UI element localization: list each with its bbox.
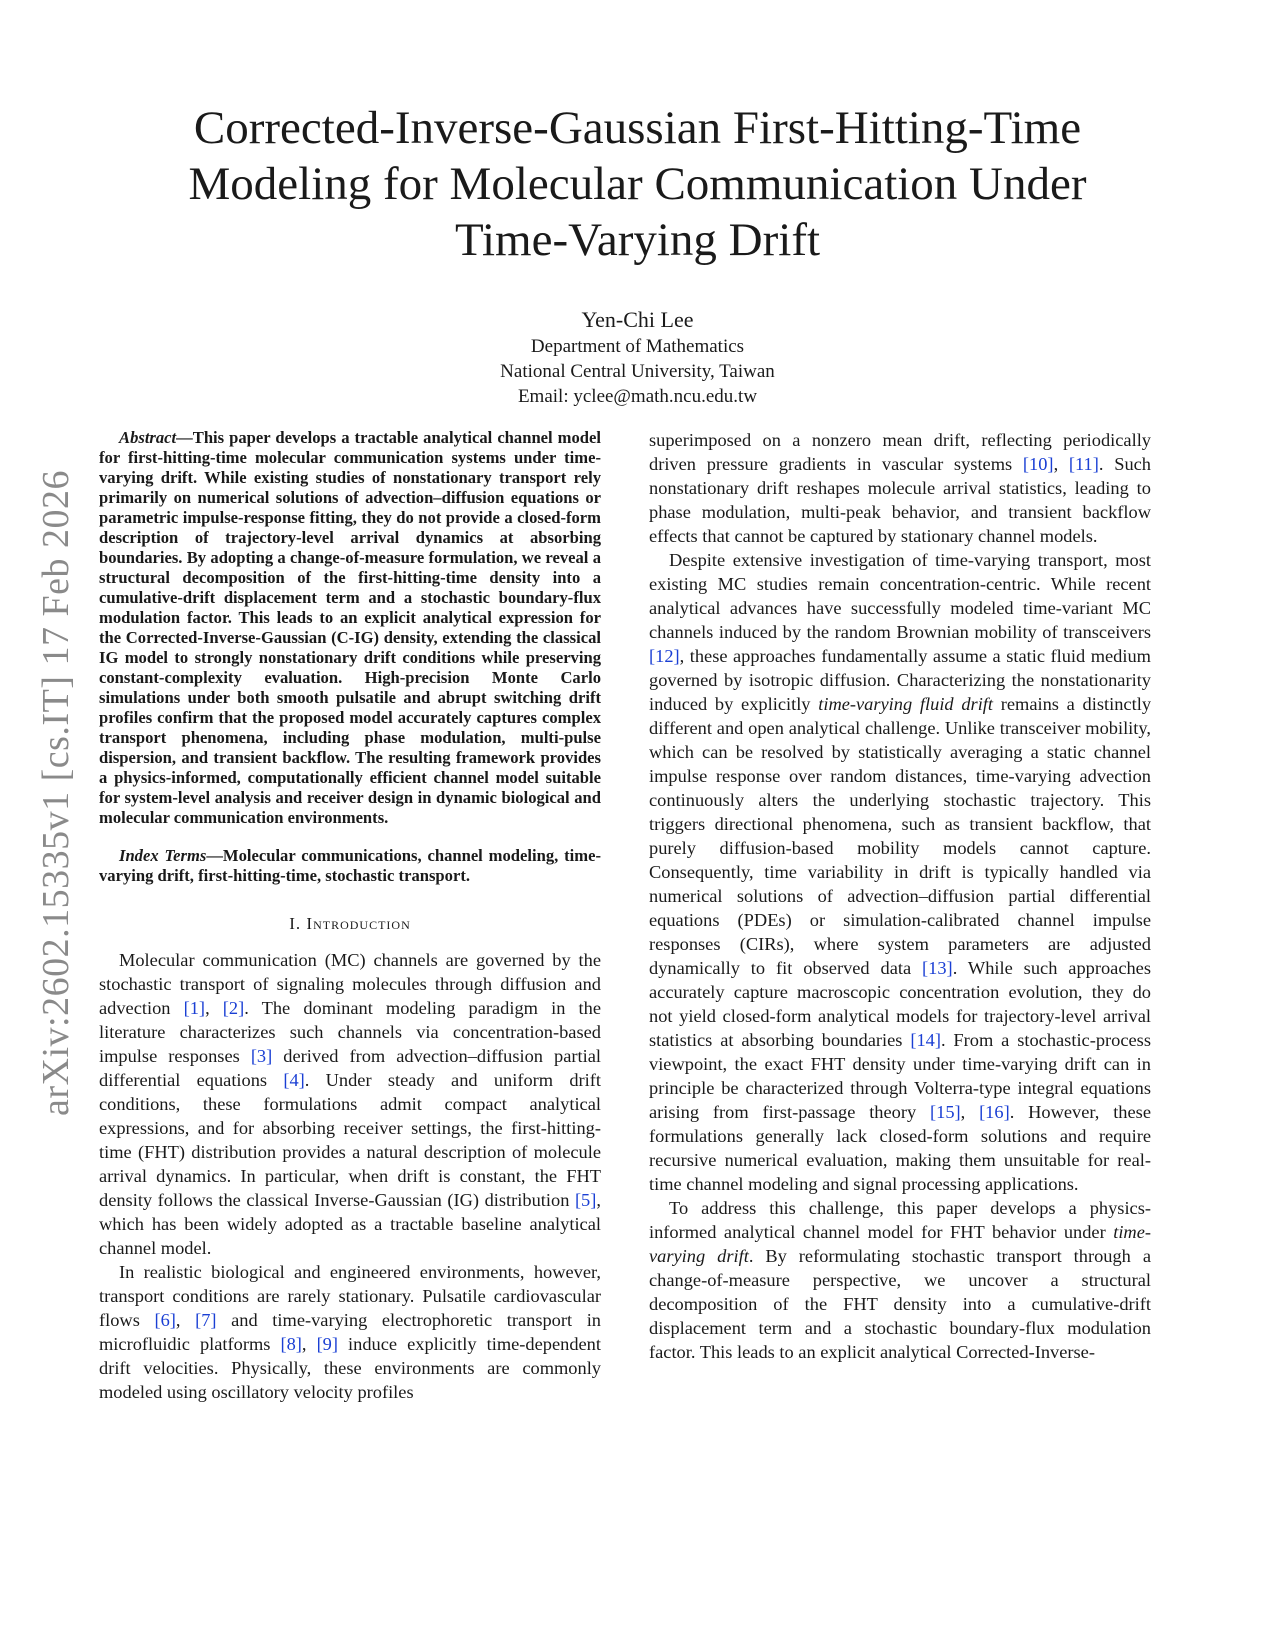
paragraph-text: , bbox=[1053, 454, 1069, 474]
paragraph-text: , which has been widely adopted as a tractable baseline analytical channel model. bbox=[99, 1190, 601, 1258]
paragraph-text: induce explicitly time-dependent drift velocities. Physically, these environments are commonly modeled using oscillatory velocity profiles bbox=[99, 1334, 601, 1402]
citation-link[interactable]: [9] bbox=[316, 1334, 339, 1354]
emphasis-text: time-varying fluid drift bbox=[818, 694, 994, 714]
intro-paragraph-2-continued bbox=[649, 428, 1151, 548]
citation-link[interactable]: [15] bbox=[930, 1102, 961, 1122]
paragraph-text: Despite extensive investigation of time-varying transport, most existing MC studies remain concentration-centric. While recent analytical advances have successfully modeled time-variant MC channels induced by the random Brownian mobility of transceivers bbox=[649, 550, 1151, 642]
title-line: Modeling for Molecular Communication Under bbox=[188, 158, 1087, 210]
paragraph-text: . By reformulating stochastic transport through a change-of-measure perspective, we uncover a structural decomposition of the FHT density into a cumulative-drift displacement term and a stochastic boundary-flux modulation factor. This leads to an explicit analytical Corrected-Inverse- bbox=[649, 1246, 1151, 1362]
abstract bbox=[99, 428, 601, 828]
citation-link[interactable]: [13] bbox=[922, 958, 953, 978]
paragraph-text: remains a distinctly different and open analytical challenge. Unlike transceiver mobility, which can be resolved by statistically averaging a static channel impulse response over random distances, time-varying advection continuously alters the underlying stochastic trajectory. This triggers directional phenomena, such as transient backflow, that purely diffusion-based mobility models cannot capture. Consequently, time variability in drift is typically handled via numerical solutions of advection–diffusion partial differential equations (PDEs) or simulation-calibrated channel impulse responses (CIRs), where system parameters are adjusted dynamically to fit observed data bbox=[649, 694, 1152, 978]
author-name: Yen-Chi Lee bbox=[581, 307, 694, 332]
intro-paragraph-2 bbox=[99, 1260, 601, 1404]
arxiv-side-label bbox=[30, 448, 82, 1138]
citation-link[interactable]: [5] bbox=[574, 1190, 597, 1210]
abstract-text: This paper develops a tractable analytical channel model for first-hitting-time molecular communication systems under time-varying drift. While existing studies of nonstationary transport rely primarily on numerical solutions of advection–diffusion equations or parametric impulse-response fitting, they do not provide a closed-form description of trajectory-level arrival dynamics at absorbing boundaries. By adopting a change-of-measure formulation, we reveal a structural decomposition of the first-hitting-time density into a cumulative-drift displacement term and a stochastic boundary-flux modulation factor. This leads to an explicit analytical expression for the Corrected-Inverse-Gaussian (C-IG) density, extending the classical IG model to strongly nonstationary drift conditions while preserving constant-complexity evaluation. High-precision Monte Carlo simulations under both smooth pulsatile and abrupt switching drift profiles confirm that the proposed model accurately captures complex transport phenomena, including phase modulation, multi-pulse dispersion, and transient backflow. The resulting framework provides a physics-informed, computationally efficient channel model suitable for system-level analysis and receiver design in dynamic biological and molecular communication environments. bbox=[99, 428, 601, 827]
citation-link[interactable]: [16] bbox=[979, 1102, 1010, 1122]
paragraph-text: superimposed on a nonzero mean drift, reflecting periodically driven pressure gradients in vascular systems bbox=[649, 430, 1151, 474]
paragraph-text: and time-varying electrophoretic transport in microfluidic platforms bbox=[99, 1310, 601, 1354]
citation-link[interactable]: [12] bbox=[649, 646, 680, 666]
paragraph-text: . Such nonstationary drift reshapes molecule arrival statistics, leading to phase modulation, multi-peak behavior, and transient backflow effects that cannot be captured by stationary channel models. bbox=[649, 454, 1151, 546]
section-heading-introduction: I. Introduction bbox=[289, 914, 411, 933]
index-terms-label: Index Terms bbox=[119, 846, 207, 865]
left-column bbox=[99, 428, 601, 1404]
title-line: Corrected-Inverse-Gaussian First-Hitting-Time bbox=[193, 102, 1082, 154]
paragraph-text: , bbox=[175, 1310, 196, 1330]
citation-link[interactable]: [7] bbox=[195, 1310, 217, 1330]
paragraph-text: derived from advection–diffusion partial differential equations bbox=[99, 1046, 602, 1090]
arxiv-identifier: arXiv:2602.15335v1 [cs.IT] 17 Feb 2026 bbox=[35, 470, 78, 1116]
paragraph-text: . The dominant modeling paradigm in the literature characterizes such channels via concentration-based impulse responses bbox=[99, 998, 601, 1066]
paragraph-text: . From a stochastic-process viewpoint, the exact FHT density under time-varying drift can in principle be characterized through Volterra-type integral equations arising from first-passage theory bbox=[649, 1030, 1151, 1122]
paragraph-text: . However, these formulations generally lack closed-form solutions and require recursive numerical evaluation, making them unsuitable for real-time channel modeling and signal processing applications. bbox=[649, 1102, 1151, 1194]
abstract-dash: — bbox=[176, 428, 193, 447]
intro-paragraph-3 bbox=[649, 548, 1151, 1196]
citation-link[interactable]: [3] bbox=[250, 1046, 273, 1066]
paragraph-text: . Under steady and uniform drift conditions, these formulations admit compact analytical expressions, and for absorbing receiver settings, the first-hitting-time (FHT) distribution provides a natural description of molecule arrival dynamics. In particular, when drift is constant, the FHT density follows the classical Inverse-Gaussian (IG) distribution bbox=[99, 1070, 601, 1210]
index-terms-text: Molecular communications, channel modeling, time-varying drift, first-hitting-time, stochastic transport. bbox=[99, 846, 602, 885]
author-department: Department of Mathematics bbox=[530, 336, 745, 357]
paragraph-text: Molecular communication (MC) channels are governed by the stochastic transport of signaling molecules through diffusion and advection bbox=[99, 950, 601, 1018]
paragraph-text: To address this challenge, this paper develops a physics-informed analytical channel model for FHT behavior under bbox=[649, 1198, 1151, 1242]
citation-link[interactable]: [6] bbox=[154, 1310, 176, 1330]
paragraph-text: , bbox=[960, 1102, 980, 1122]
right-column bbox=[649, 428, 1151, 1364]
paragraph-text: , bbox=[301, 1334, 317, 1354]
abstract-label: Abstract bbox=[119, 428, 177, 447]
citation-link[interactable]: [14] bbox=[910, 1030, 941, 1050]
citation-link[interactable]: [1] bbox=[183, 998, 206, 1018]
intro-paragraph-1 bbox=[99, 948, 601, 1260]
citation-link[interactable]: [10] bbox=[1022, 454, 1054, 474]
citation-link[interactable]: [8] bbox=[280, 1334, 302, 1354]
citation-link[interactable]: [11] bbox=[1068, 454, 1099, 474]
index-terms-dash: — bbox=[206, 846, 223, 865]
citation-link[interactable]: [2] bbox=[222, 998, 245, 1018]
author-block bbox=[120, 306, 1155, 409]
intro-paragraph-4 bbox=[649, 1196, 1151, 1364]
paragraph-text: In realistic biological and engineered environments, however, transport conditions are rarely stationary. Pulsatile cardiovascular flows bbox=[99, 1262, 601, 1330]
author-university: National Central University, Taiwan bbox=[500, 361, 775, 382]
citation-link[interactable]: [4] bbox=[283, 1070, 305, 1090]
author-email: Email: yclee@math.ncu.edu.tw bbox=[517, 386, 758, 407]
index-terms bbox=[99, 846, 601, 886]
paragraph-text: , bbox=[205, 998, 223, 1018]
paragraph-text: , these approaches fundamentally assume a static fluid medium governed by isotropic diffusion. Characterizing the nonstationarity induced by explicitly bbox=[649, 646, 1151, 714]
paragraph-text: . While such approaches accurately capture macroscopic concentration evolution, they do not yield closed-form analytical models for trajectory-level arrival statistics at absorbing boundaries bbox=[649, 958, 1151, 1050]
emphasis-text: time-varying drift bbox=[649, 1222, 1151, 1266]
paper-title bbox=[120, 100, 1155, 268]
title-line: Time-Varying Drift bbox=[454, 214, 821, 266]
